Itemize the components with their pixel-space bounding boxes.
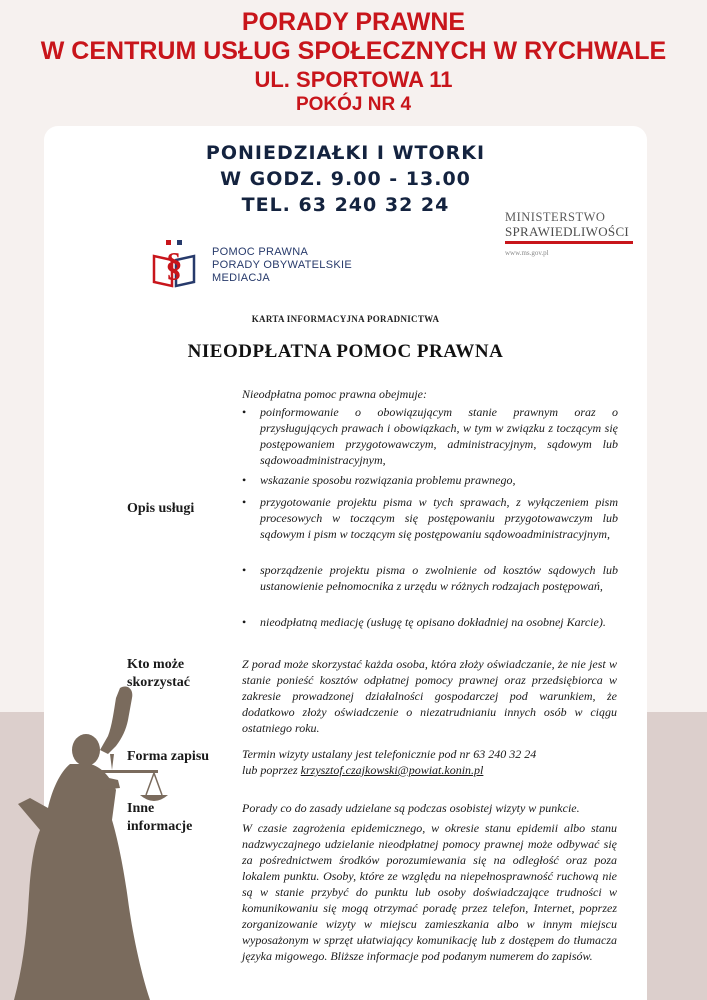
label-line: Inne: [127, 801, 155, 816]
list-item: [242, 494, 618, 542]
ministry-logo-line1: MINISTERSTWO: [505, 210, 606, 224]
bullet-icon: •: [242, 495, 247, 509]
header-address: UL. SPORTOWA 11: [254, 67, 453, 92]
program-logo-line1: POMOC PRAWNA: [212, 246, 309, 258]
list-item-text: sporządzenie projektu pisma o zwolnienie od kosztów sądowych lub ustanowienie pełnomocnika z urzędu w różnych rodzajach postępowań,: [260, 563, 618, 593]
list-item: [242, 562, 618, 594]
label-opis-uslugi: Opis usługi: [127, 501, 195, 516]
list-item: [242, 404, 618, 468]
ministry-logo-line2: SPRAWIEDLIWOŚCI: [505, 224, 630, 239]
kto-text: Z porad może skorzystać każda osoba, która złoży oświadczanie, że nie jest w stanie ponieść kosztów odpłatnej pomocy prawnej oraz przedsiębiorca w zakresie prowadzonej działalności gospodarczej pod warunkiem, że dodatkowo złoży oświadczenie o niezatrudnianiu innych osób w ciągu ostatniego roku.: [242, 657, 617, 735]
header-institution: W CENTRUM USŁUG SPOŁECZNYCH W RYCHWALE: [40, 37, 667, 65]
list-item-text: nieodpłatną mediację (usługę tę opisano dokładniej na osobnej Karcie).: [260, 615, 606, 629]
ministry-logo: [505, 210, 635, 257]
label-line: informacje: [127, 819, 193, 834]
list-item: [242, 472, 618, 488]
paragraph-book-icon: [146, 238, 202, 294]
hours-phone: TEL. 63 240 32 24: [241, 194, 450, 216]
inne-para2: W czasie zagrożenia epidemicznego, w okresie stanu epidemii albo stanu nadzwyczajnego udzielanie nieodpłatnej pomocy prawnej może odbywać się za pośrednictwem środków porozumiewania się na odległość oraz poza lokalem punktu. Osoby, które ze względu na niepełnosprawność ruchową nie są w stanie przybyć do punktu lub osoby doświadczające trudności w komunikowaniu się mogą otrzymać poradę przez telefon, Internet, poprzez zorganizowanie wizyty w miejscu zamieszkania albo w innym miejscu wyposażonym w sprzęt ułatwiający komunikację lub z dostępem do tłumacza języka migowego. Bliższe informacje pod podanym numerem do zapisów.: [242, 821, 617, 963]
label-line: Kto może: [127, 657, 185, 672]
program-logo-line3: MEDIACJA: [212, 272, 271, 284]
bullet-icon: •: [242, 563, 247, 577]
bullet-icon: •: [242, 615, 247, 629]
program-logo-line2: PORADY OBYWATELSKIE: [212, 259, 352, 271]
office-hours: [44, 140, 647, 218]
list-item: [242, 614, 618, 630]
forma-line2-prefix: lub poprzez: [242, 763, 301, 777]
opis-intro: Nieodpłatna pomoc prawna obejmuje:: [242, 387, 427, 401]
label-forma-zapisu: Forma zapisu: [127, 749, 210, 764]
bullet-icon: •: [242, 405, 247, 419]
header-title: PORADY PRAWNE: [241, 8, 466, 36]
list-item-text: wskazanie sposobu rozwiązania problemu prawnego,: [260, 473, 516, 487]
poster-header: [0, 8, 707, 117]
hours-days: PONIEDZIAŁKI I WTORKI: [205, 142, 486, 164]
program-logo-text: [212, 246, 352, 285]
ministry-logo-bar: [505, 241, 633, 244]
list-item-text: poinformowanie o obowiązującym stanie prawnym oraz o przysługujących prawach i obowiązkach, w tym w związku z toczącym się postępowaniem przygotowawczym, administracyjnym, sądowym lub sądowoadministracyjnym,: [260, 405, 618, 467]
card-subtitle: KARTA INFORMACYJNA PORADNICTWA: [251, 314, 440, 324]
card-title: NIEODPŁATNA POMOC PRAWNA: [187, 341, 504, 362]
bullet-icon: •: [242, 473, 247, 487]
forma-line2: [242, 762, 617, 778]
lady-justice-statue-icon: [0, 680, 180, 1000]
header-room: POKÓJ NR 4: [295, 94, 412, 115]
forma-text: [242, 746, 617, 778]
hours-time: W GODZ. 9.00 - 13.00: [220, 168, 471, 190]
ministry-logo-url: www.ms.gov.pl: [505, 249, 549, 257]
label-line: skorzystać: [127, 675, 190, 690]
inne-para1: Porady co do zasady udzielane są podczas osobistej wizyty w punkcie.: [242, 801, 580, 815]
forma-line1: Termin wizyty ustalany jest telefonicznie pod nr 63 240 32 24: [242, 747, 537, 761]
email-link[interactable]: krzysztof.czajkowski@powiat.konin.pl: [300, 763, 484, 777]
list-item-text: przygotowanie projektu pisma w tych sprawach, z wyłączeniem pism procesowych w toczącym się postępowaniu przygotowawczym lub sądowym i pism w toczącym się postępowaniu sądowoadministracyjnym,: [260, 495, 618, 541]
svg-text:§: §: [165, 247, 183, 284]
